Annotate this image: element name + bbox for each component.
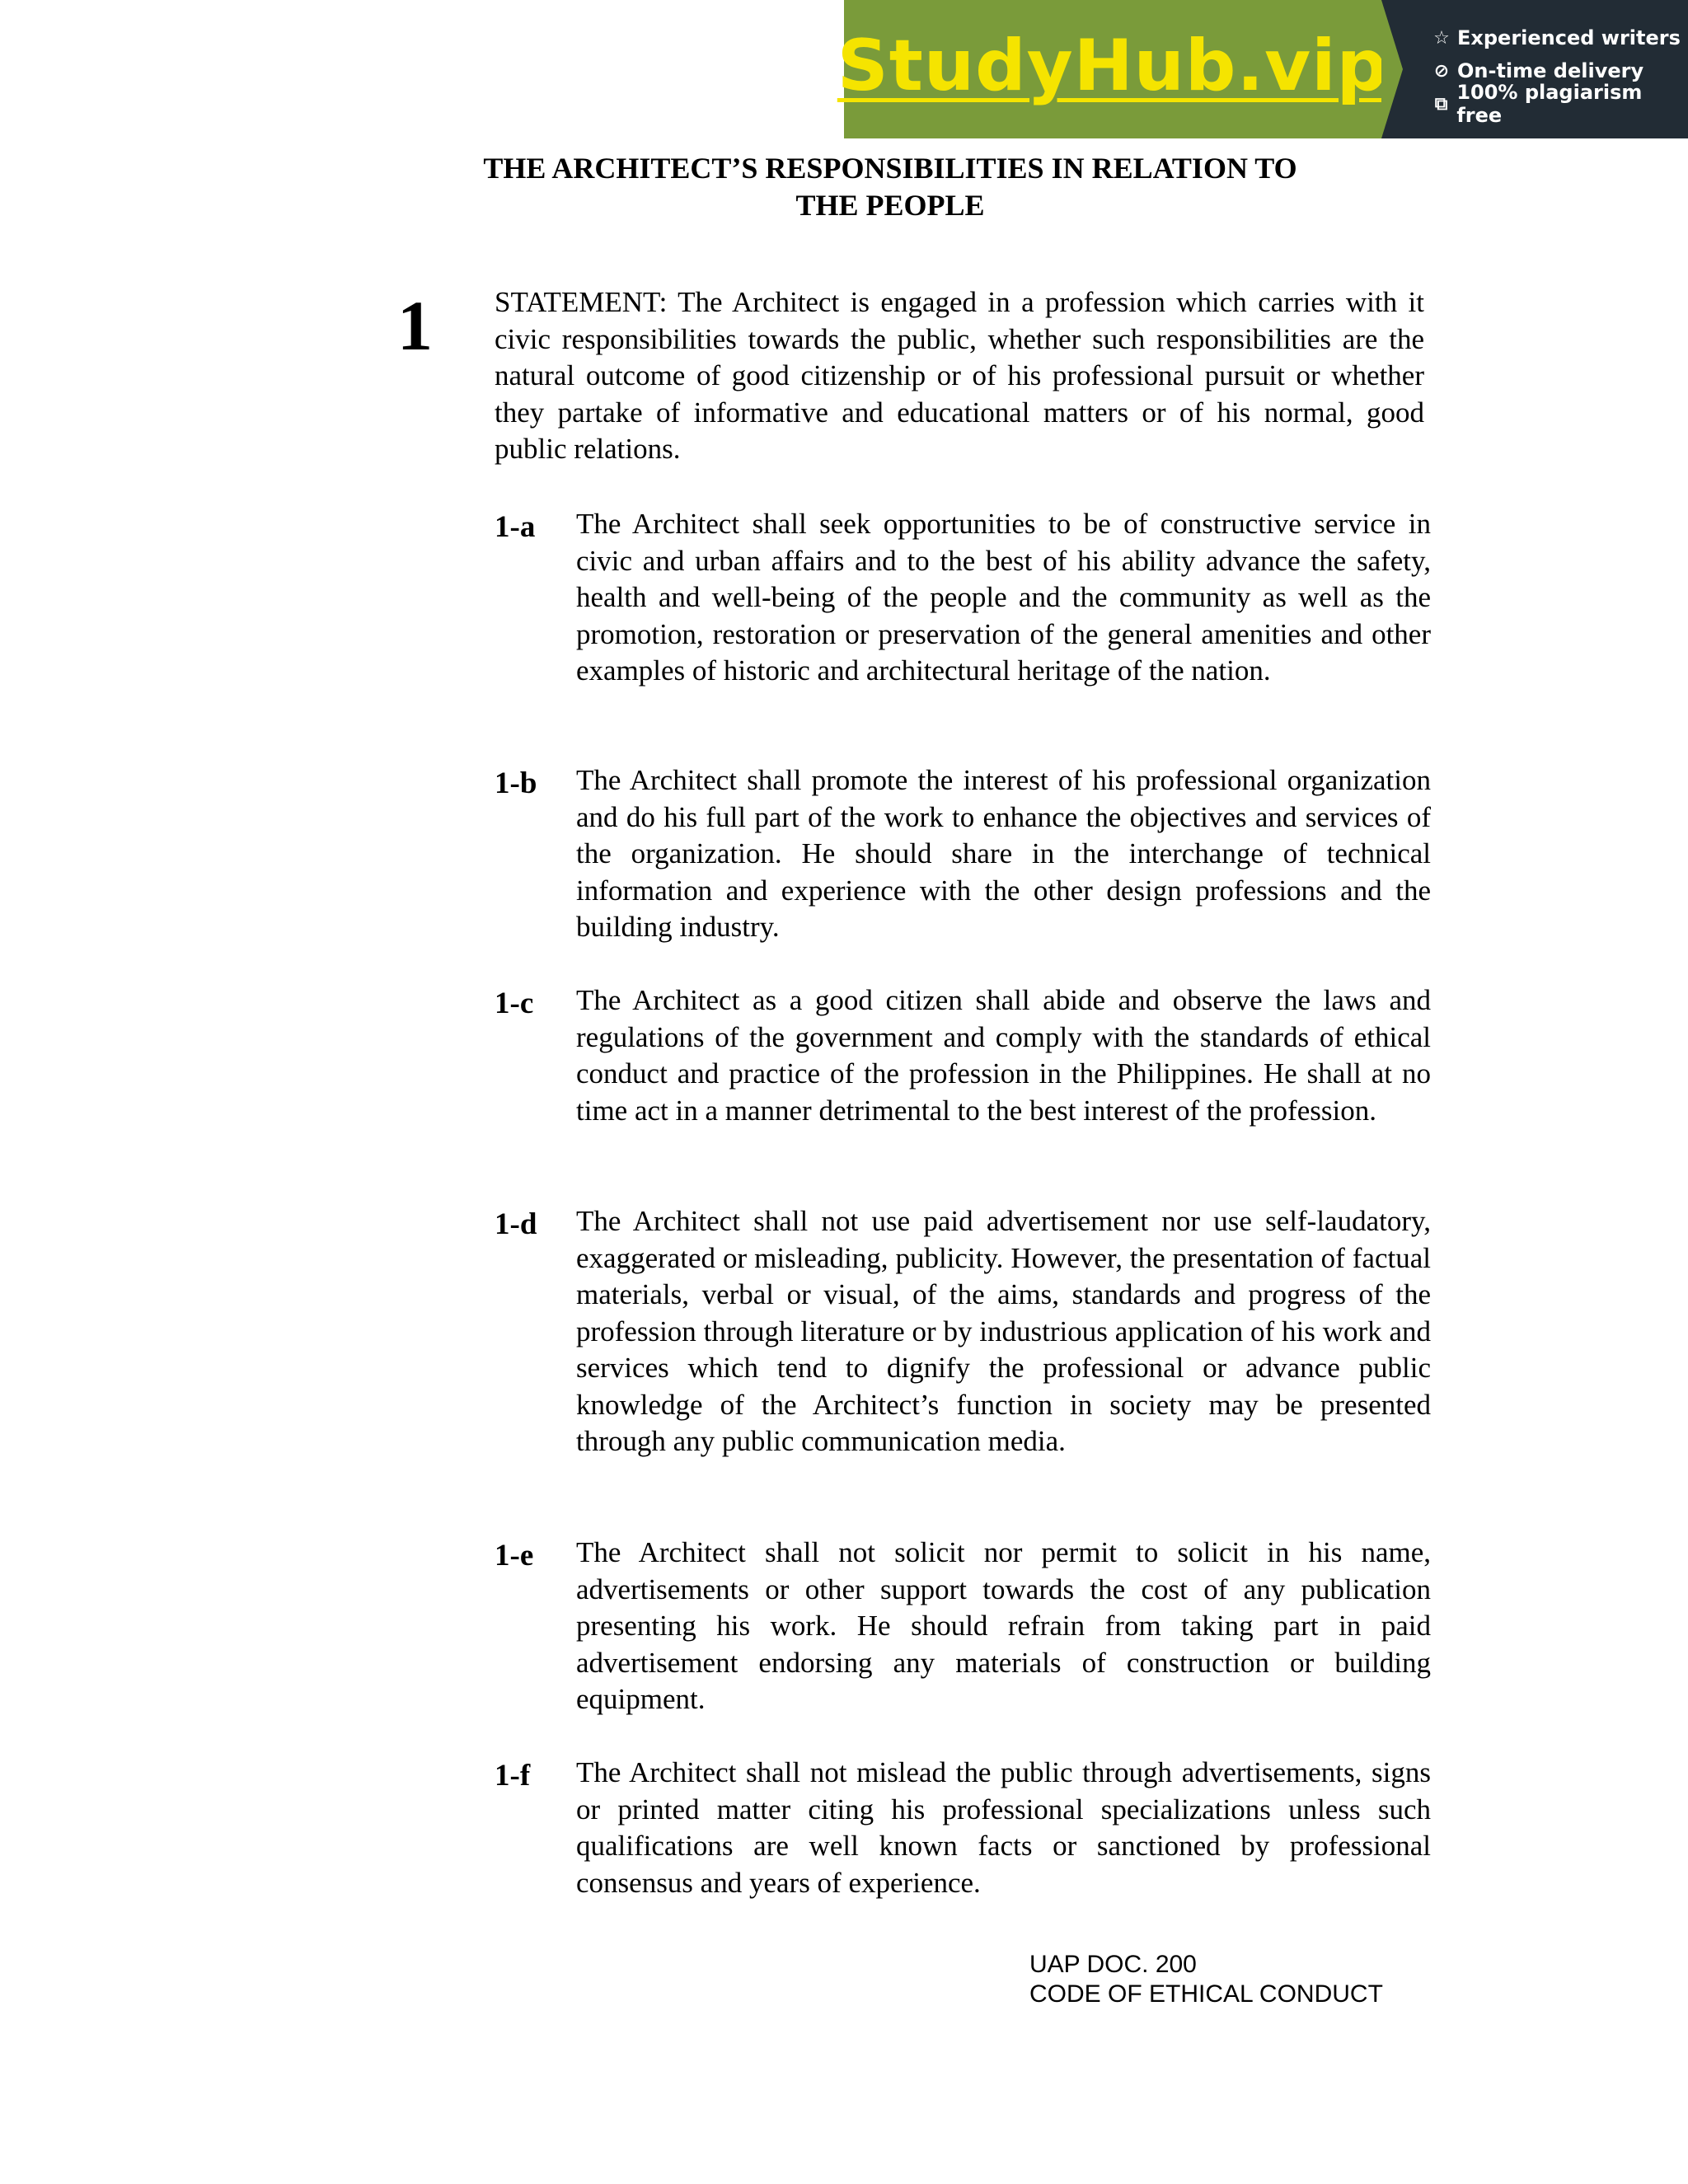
clause-text: The Architect shall not mislead the public through advertisements, signs or printed matter citing his professional specializations unless such qualifications are well known facts or sanctioned by professional consensus and years of experience. [576, 1756, 1431, 1899]
feature-label: On-time delivery [1457, 59, 1644, 82]
clause-label: 1-d [495, 1207, 537, 1241]
clock-icon: ⊘ [1433, 60, 1450, 82]
feature-experienced-writers [1431, 21, 1688, 54]
clause-label: 1-f [495, 1759, 531, 1793]
statement-paragraph: STATEMENT: The Architect is engaged in a profession which carries with it civic responsibilities towards the public, whether such responsibilities are the natural outcome of good citizenship or of his professional pursuit or whether they partake of informative and educational matters or of his normal, good public relations. [495, 286, 1424, 465]
features-panel [1381, 0, 1688, 138]
clause-text: The Architect shall not solicit nor permit to solicit in his name, advertisements or other support towards the cost of any publication presenting his work. He should refrain from taking part in paid advertisement endorsing any materials of construction or building equipment. [576, 1536, 1431, 1715]
clause-label: 1-e [495, 1539, 534, 1572]
document-footer [1029, 1950, 1383, 2009]
footer-doc-number: UAP DOC. 200 [1029, 1951, 1197, 1978]
page-title [429, 150, 1352, 224]
star-icon: ☆ [1433, 27, 1450, 49]
clause-1a [495, 506, 1431, 690]
clause-text: The Architect shall promote the interest of his professional organization and do his full part of the work to enhance the objectives and services of the organization. He should share in the interchange of technical information and experience with the other design professions and the building industry. [576, 764, 1431, 943]
clause-text: The Architect as a good citizen shall abide and observe the laws and regulations of the government and comply with the standards of ethical conduct and practice of the profession in the Philippines. He shall at no time act in a manner detrimental to the best interest of the profession. [576, 984, 1431, 1127]
clause-text: The Architect shall seek opportunities to be of constructive service in civic and urban affairs and to the best of his ability advance the safety, health and well-being of the people and the community as well as the promotion, restoration or preservation of the general amenities and other examples of historic and architectural heritage of the nation. [576, 508, 1431, 687]
clause-label: 1-c [495, 987, 534, 1020]
copy-icon: ⧉ [1434, 93, 1448, 115]
clause-1c [495, 982, 1431, 1129]
feature-label: 100% plagiarism free [1456, 81, 1643, 127]
section-number: 1 [397, 286, 433, 365]
feature-plagiarism-free [1431, 81, 1688, 127]
clause-1b [495, 762, 1431, 946]
clause-1f [495, 1755, 1431, 1901]
brand-panel [837, 0, 1389, 138]
clause-label: 1-a [495, 510, 536, 544]
brand-logo[interactable]: StudyHub.vip [837, 25, 1389, 107]
clause-1e [495, 1535, 1431, 1718]
title-line-1: THE ARCHITECT’S RESPONSIBILITIES IN RELATION TO [483, 152, 1297, 185]
clause-label: 1-b [495, 766, 537, 800]
studyhub-banner[interactable] [837, 0, 1688, 138]
feature-label: Experienced writers [1457, 26, 1681, 49]
clause-1d [495, 1203, 1431, 1460]
title-line-2: THE PEOPLE [795, 189, 985, 222]
footer-doc-name: CODE OF ETHICAL CONDUCT [1029, 1980, 1383, 2008]
clause-text: The Architect shall not use paid advertisement nor use self-laudatory, exaggerated or misleading, publicity. However, the presentation of factual materials, verbal or visual, of the aims, standards and progress of the profession through literature or by industrious application of his work and services which tend to dignify the professional or advance public knowledge of the Architect’s function in society may be presented through any public communication media. [576, 1205, 1431, 1457]
